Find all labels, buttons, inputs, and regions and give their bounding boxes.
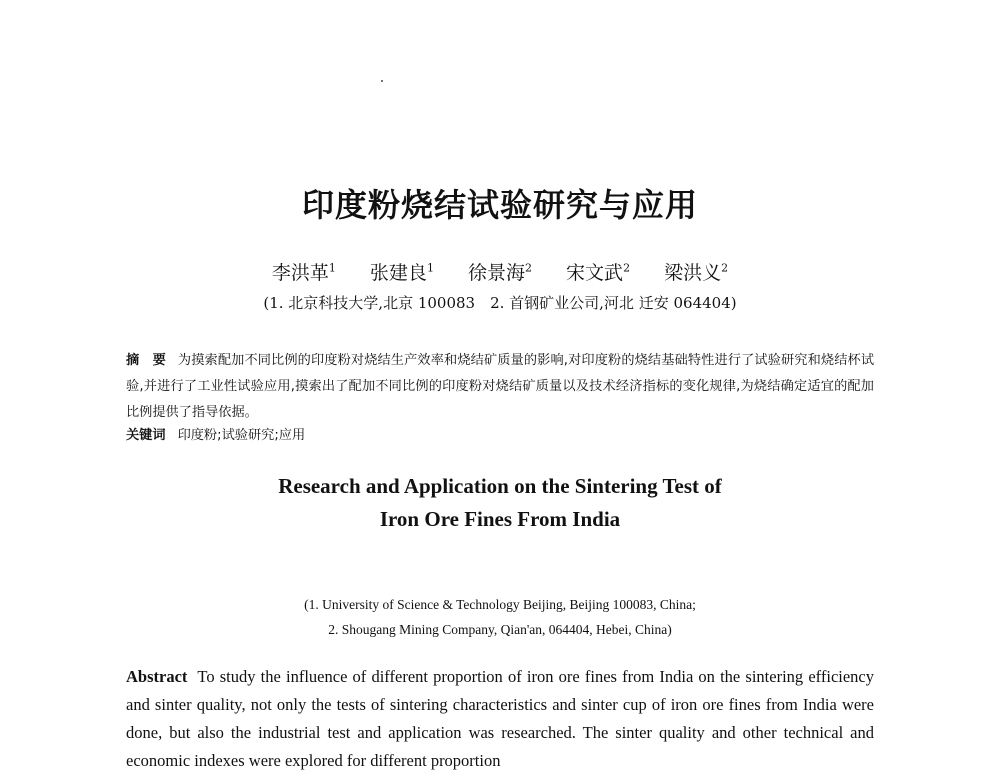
- abstract-cn: [126, 348, 874, 426]
- paper-title-cn: 印度粉烧结试验研究与应用: [301, 186, 698, 224]
- affiliation-en: [0, 592, 1000, 642]
- author: 宋文武$^2$: [566, 261, 631, 284]
- author: 徐景海$^2$: [467, 261, 532, 284]
- keywords-cn: [126, 424, 874, 443]
- paper-title-en: [0, 470, 1000, 536]
- keywords-cn-text: 印度粉;试验研究;应用: [177, 428, 306, 443]
- author-list: [0, 258, 1000, 285]
- abstract-cn-text: 为摸索配加不同比例的印度粉对烧结生产效率和烧结矿质量的影响,对印度粉的烧结基础特性进行了试验研究和烧结杯试验,并进行了工业性试验应用,摸索出了配加不同比例的印度粉对烧结矿质量以及技术经济指标的变化规律,为烧结确定适宜的配加比例提供了指导依据。: [126, 353, 875, 420]
- paper-title-en-line2: Iron Ore Fines From India: [379, 507, 621, 531]
- affiliation-en-line1: (1. University of Science & Technology Beijing, Beijing 100083, China;: [304, 597, 696, 612]
- affiliation-en-line2: 2. Shougang Mining Company, Qian'an, 064404, Hebei, China): [328, 622, 672, 637]
- abstract-en: [126, 663, 874, 775]
- abstract-en-text: To study the influence of different proportion of iron ore fines from India on the sintering efficiency and sinter quality, not only the tests of sintering characteristics and sinter cup of iron ore fines from India were done, but also the industrial test and application was researched. The sinter quality and other technical and economic indexes were explored for different proportion: [126, 667, 874, 770]
- paper-title-en-line1: Research and Application on the Sintering Test of: [278, 474, 722, 498]
- keywords-cn-label: 关键词: [126, 428, 166, 443]
- affiliation-cn: (1. 北京科技大学,北京 100083 2. 首钢矿业公司,河北 迁安 064404): [263, 294, 737, 312]
- author: 张建良$^1$: [369, 261, 434, 284]
- stray-mark: [381, 80, 383, 82]
- abstract-cn-label: 摘 要: [126, 353, 166, 368]
- abstract-en-label: Abstract: [126, 667, 188, 686]
- author: 梁洪义$^2$: [664, 261, 729, 284]
- author: 李洪革$^1$: [271, 261, 336, 284]
